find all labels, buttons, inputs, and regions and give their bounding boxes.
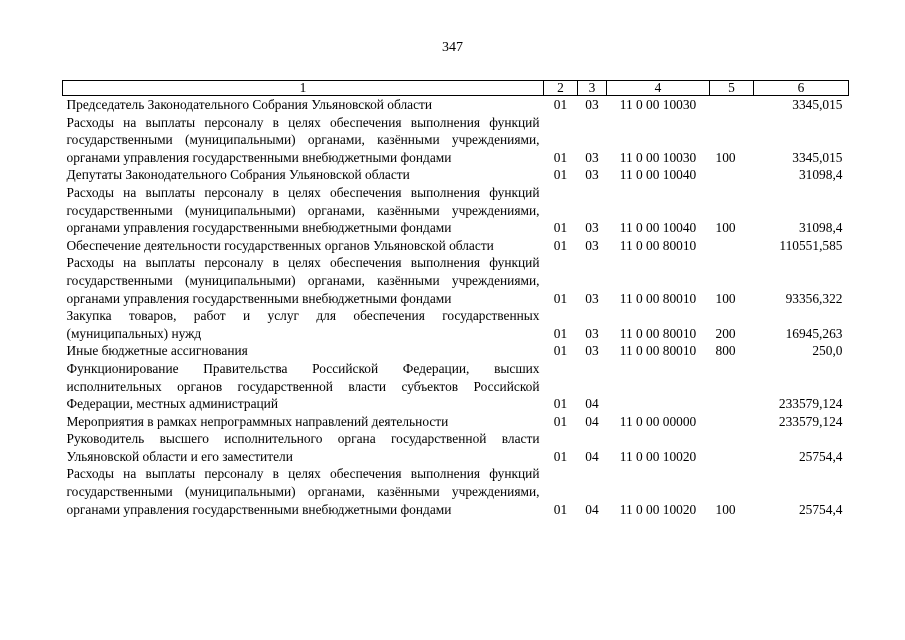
target-article-code: 11 0 00 10020 — [619, 448, 697, 464]
target-article-code: 11 0 00 80010 — [619, 290, 697, 306]
expense-type-code: 200 — [715, 325, 736, 341]
header-col-6: 6 — [754, 81, 849, 96]
section-code: 01 — [553, 237, 568, 253]
subsection-code: 04 — [585, 448, 599, 464]
amount: 233579,124 — [778, 396, 843, 412]
amount: 233579,124 — [778, 413, 843, 429]
target-article-code: 11 0 00 00000 — [619, 413, 697, 429]
expense-type-code — [710, 237, 754, 255]
subsection-code: 04 — [585, 413, 599, 429]
amount: 250,0 — [812, 343, 843, 359]
expense-type-code — [710, 96, 754, 114]
expense-type-code: 100 — [715, 501, 736, 517]
subsection-code: 04 — [585, 396, 599, 412]
subsection-code: 03 — [585, 167, 599, 183]
header-col-2: 2 — [544, 81, 578, 96]
amount: 25754,4 — [798, 501, 843, 517]
row-description: Иные бюджетные ассигнования — [66, 343, 248, 359]
row-description: Расходы на выплаты персоналу в целях обеспечения выполнения функций государственными (муниципальными) органами, казёнными учреждениями, органами управления государственными внебюджетными фондами — [66, 255, 540, 306]
page-number: 347 — [442, 40, 463, 55]
amount: 93356,322 — [785, 290, 843, 306]
row-description: Мероприятия в рамках непрограммных направлений деятельности — [66, 413, 449, 429]
section-code: 01 — [553, 325, 568, 341]
expense-type-code — [710, 413, 754, 431]
section-code: 01 — [553, 413, 568, 429]
subsection-code: 03 — [585, 97, 599, 112]
section-code: 01 — [553, 501, 568, 517]
table-row — [63, 184, 849, 237]
header-col-5: 5 — [710, 81, 754, 96]
subsection-code: 03 — [585, 325, 599, 341]
row-description: Председатель Законодательного Собрания Ульяновской области — [66, 97, 433, 112]
row-description: Депутаты Законодательного Собрания Ульяновской области — [66, 167, 410, 183]
target-article-code: 11 0 00 80010 — [619, 343, 697, 359]
amount: 110551,585 — [779, 237, 843, 253]
section-code: 01 — [553, 448, 568, 464]
table-header-row — [63, 81, 849, 96]
expense-type-code: 800 — [715, 343, 736, 359]
target-article-code: 11 0 00 10020 — [619, 501, 697, 517]
target-article-code: 11 0 00 80010 — [619, 237, 697, 253]
subsection-code: 03 — [585, 149, 599, 165]
table-row — [63, 360, 849, 413]
section-code: 01 — [553, 97, 568, 112]
subsection-code: 03 — [585, 290, 599, 306]
target-article-code: 11 0 00 10040 — [619, 167, 697, 183]
subsection-code: 03 — [585, 220, 599, 236]
row-description: Обеспечение деятельности государственных органов Ульяновской области — [66, 237, 494, 253]
section-code: 01 — [553, 343, 568, 359]
target-article-code: 11 0 00 10040 — [619, 220, 697, 236]
section-code: 01 — [553, 396, 568, 412]
budget-table — [62, 80, 849, 518]
target-article-code: 11 0 00 80010 — [619, 325, 697, 341]
table-row — [63, 166, 849, 184]
expense-type-code — [710, 166, 754, 184]
header-col-4: 4 — [607, 81, 710, 96]
target-article-code: 11 0 00 10030 — [619, 149, 697, 165]
table-row — [63, 254, 849, 307]
table-row — [63, 342, 849, 360]
table-row — [63, 413, 849, 431]
subsection-code: 04 — [585, 501, 599, 517]
target-article-code: 11 0 00 10030 — [619, 97, 697, 112]
expense-type-code: 100 — [715, 290, 736, 306]
header-col-1: 1 — [63, 81, 544, 96]
amount: 3345,015 — [792, 149, 843, 165]
table-row — [63, 465, 849, 518]
amount: 25754,4 — [798, 448, 843, 464]
section-code: 01 — [553, 149, 568, 165]
section-code: 01 — [553, 220, 568, 236]
amount: 31098,4 — [798, 220, 843, 236]
table-row — [63, 114, 849, 167]
target-article-code — [607, 360, 710, 413]
expense-type-code: 100 — [715, 220, 736, 236]
expense-type-code — [710, 360, 754, 413]
amount: 16945,263 — [785, 325, 843, 341]
subsection-code: 03 — [585, 343, 599, 359]
section-code: 01 — [553, 290, 568, 306]
section-code: 01 — [553, 167, 568, 183]
row-description: Расходы на выплаты персоналу в целях обеспечения выполнения функций государственными (муниципальными) органами, казёнными учреждениями, органами управления государственными внебюджетными фондами — [66, 466, 540, 517]
row-description: Закупка товаров, работ и услуг для обеспечения государственных (муниципальных) нужд — [66, 308, 540, 341]
table-row — [63, 307, 849, 342]
row-description: Функционирование Правительства Российской Федерации, высших исполнительных органов государственной власти субъектов Российской Федерации, местных администраций — [66, 360, 540, 412]
header-col-3: 3 — [578, 81, 607, 96]
table-row — [63, 96, 849, 114]
table-row — [63, 430, 849, 465]
row-description: Расходы на выплаты персоналу в целях обеспечения выполнения функций государственными (муниципальными) органами, казёнными учреждениями, органами управления государственными внебюджетными фондами — [66, 184, 540, 236]
row-description: Расходы на выплаты персоналу в целях обеспечения выполнения функций государственными (муниципальными) органами, казёнными учреждениями, органами управления государственными внебюджетными фондами — [66, 114, 540, 165]
amount: 31098,4 — [798, 167, 843, 183]
expense-type-code — [710, 430, 754, 465]
subsection-code: 03 — [585, 237, 599, 253]
amount: 3345,015 — [792, 97, 843, 112]
expense-type-code: 100 — [715, 149, 736, 165]
table-row — [63, 237, 849, 255]
row-description: Руководитель высшего исполнительного органа государственной власти Ульяновской области и его заместители — [66, 431, 540, 464]
